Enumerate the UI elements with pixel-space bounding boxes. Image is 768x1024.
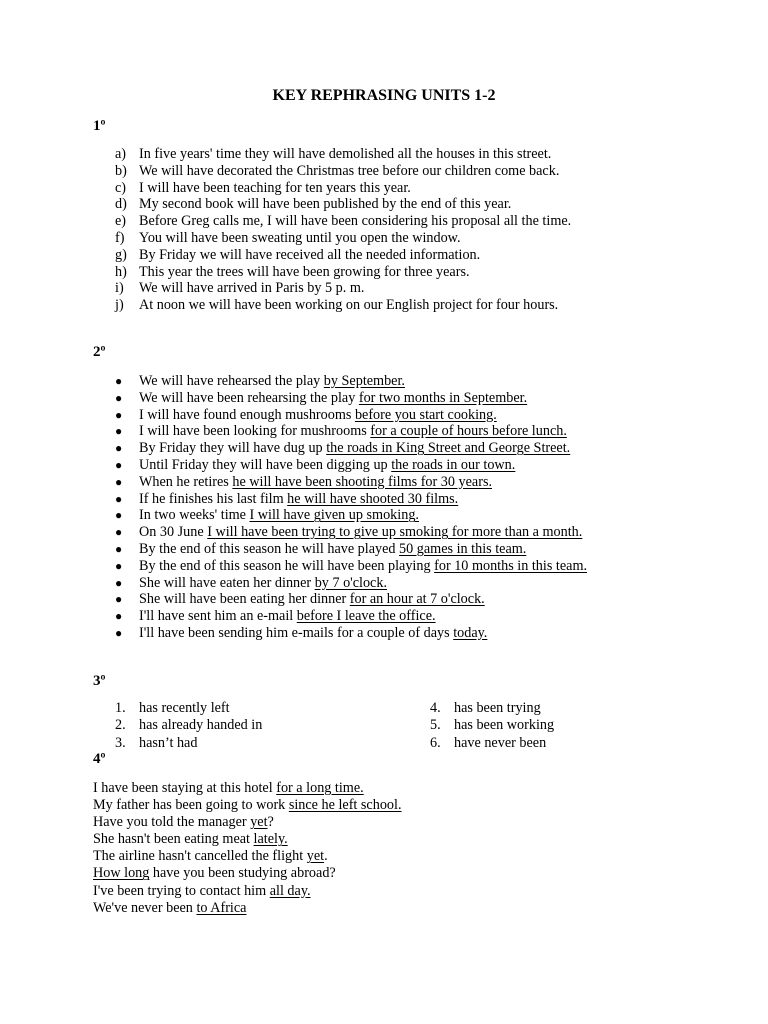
list-item (115, 491, 587, 508)
item-text: By Friday we will have received all the needed information. (139, 246, 481, 263)
list-item (115, 591, 587, 608)
underlined-answer: by 7 o'clock. (314, 574, 387, 591)
item-marker: a) (115, 146, 127, 162)
sentence-line (93, 780, 402, 797)
list-item (115, 196, 571, 213)
list-item (115, 230, 571, 247)
underlined-answer: 50 games in this team. (399, 540, 527, 557)
bullet-icon: ● (115, 491, 123, 506)
list-item (115, 440, 587, 457)
bullet-icon: ● (115, 592, 123, 607)
underlined-answer: the roads in King Street and George Street. (326, 440, 571, 457)
sentence-line (93, 831, 402, 848)
answer-row (430, 700, 554, 717)
sentence-text: She hasn't been eating meat (93, 831, 254, 848)
item-marker: g) (115, 246, 127, 263)
item-text: We will have arrived in Paris by 5 p. m. (139, 280, 365, 297)
list-item (115, 558, 587, 575)
item-text: On 30 June (139, 524, 208, 541)
list-item (115, 541, 587, 558)
underlined-answer: he will have been shooting films for 30 years. (232, 473, 493, 490)
item-text: By the end of this season he will have been playing (139, 557, 435, 574)
underlined-answer: for a long time. (276, 780, 364, 796)
item-text: I will have found enough mushrooms (139, 406, 355, 423)
item-text: I will have been looking for mushrooms (139, 423, 371, 440)
answer-text: have never been (454, 734, 547, 751)
item-text: In five years' time they will have demolished all the houses in this street. (139, 146, 552, 162)
item-text: This year the trees will have been growing for three years. (139, 263, 470, 280)
section-3-left-column (115, 700, 262, 752)
underlined-answer: since he left school. (288, 797, 402, 814)
list-item (115, 213, 571, 230)
sentence-text: My father has been going to work (93, 797, 289, 814)
list-item (115, 280, 571, 297)
answer-row (115, 717, 262, 734)
list-item (115, 390, 587, 407)
item-text: She will have eaten her dinner (139, 574, 315, 591)
item-text: We will have rehearsed the play (139, 373, 324, 389)
item-text: When he retires (139, 473, 233, 490)
section-2-list (115, 373, 587, 642)
answer-text: has already handed in (139, 717, 263, 734)
item-text: We will have decorated the Christmas tree before our children come back. (139, 162, 560, 179)
underlined-answer: to Africa (196, 899, 247, 916)
sentence-text: Have you told the manager (93, 814, 251, 831)
sentence-line (93, 797, 402, 814)
sentence-text: I have been staying at this hotel (93, 780, 277, 796)
page-title: KEY REPHRASING UNITS 1-2 (272, 87, 496, 104)
sentence-line (93, 883, 402, 900)
item-text: She will have been eating her dinner (139, 591, 350, 608)
item-text: Until Friday they will have been digging up (139, 456, 392, 473)
item-marker: h) (115, 263, 127, 280)
answer-row (115, 735, 262, 752)
underlined-answer: lately. (253, 831, 288, 848)
underlined-answer: How long (93, 865, 150, 882)
list-item (115, 264, 571, 281)
underlined-answer: for 10 months in this team. (434, 557, 588, 574)
item-marker: c) (115, 179, 127, 196)
sentence-line (93, 900, 402, 917)
underlined-answer: he will have shooted 30 films. (287, 490, 459, 507)
list-item (115, 297, 571, 314)
list-item (115, 373, 587, 390)
list-item (115, 163, 571, 180)
item-marker: b) (115, 162, 127, 179)
underlined-answer: all day. (269, 882, 311, 899)
answer-number: 3. (115, 734, 126, 751)
sentence-text: The airline hasn't cancelled the flight (93, 848, 307, 865)
list-item (115, 524, 587, 541)
sentence-line (93, 848, 402, 865)
sentence-text-after: . (324, 848, 328, 865)
item-text: I will have been teaching for ten years this year. (139, 179, 411, 196)
bullet-icon: ● (115, 441, 123, 456)
bullet-icon: ● (115, 407, 123, 422)
answer-number: 5. (430, 717, 441, 734)
item-text: You will have been sweating until you open the window. (139, 229, 461, 246)
item-text: I'll have been sending him e-mails for a couple of days (139, 624, 454, 641)
list-item (115, 474, 587, 491)
bullet-icon: ● (115, 609, 123, 624)
bullet-icon: ● (115, 374, 123, 388)
underlined-answer: yet (250, 814, 268, 831)
list-item (115, 146, 571, 163)
sentence-text: I've been trying to contact him (93, 882, 270, 899)
answer-row (115, 700, 262, 717)
answer-row (430, 735, 554, 752)
bullet-icon: ● (115, 541, 123, 556)
item-text: By the end of this season he will have played (139, 540, 400, 557)
answer-number: 6. (430, 734, 441, 751)
item-marker: d) (115, 196, 127, 213)
list-item (115, 457, 587, 474)
sentence-line (93, 814, 402, 831)
answer-number: 2. (115, 717, 126, 734)
item-marker: e) (115, 213, 127, 230)
bullet-icon: ● (115, 390, 123, 405)
underlined-answer: before I leave the office. (296, 608, 436, 625)
list-item (115, 608, 587, 625)
list-item (115, 575, 587, 592)
item-text: By Friday they will have dug up (139, 440, 327, 457)
bullet-icon: ● (115, 625, 123, 640)
underlined-answer: by September. (323, 373, 405, 389)
item-text: We will have been rehearsing the play (139, 389, 359, 406)
underlined-answer: for two months in September. (358, 389, 528, 406)
list-item (115, 407, 587, 424)
section-3-right-column (430, 700, 554, 752)
item-text: If he finishes his last film (139, 490, 288, 507)
underlined-answer: before you start cooking. (354, 406, 497, 423)
list-item (115, 507, 587, 524)
bullet-icon: ● (115, 558, 123, 573)
bullet-icon: ● (115, 457, 123, 472)
bullet-icon: ● (115, 424, 123, 439)
sentence-text-after: have you been studying abroad? (149, 865, 336, 882)
section-1-heading: 1º (93, 118, 106, 134)
underlined-answer: I will have been trying to give up smoking for more than a month. (207, 524, 583, 541)
list-item (115, 247, 571, 264)
section-1-list (115, 146, 571, 314)
item-text: In two weeks' time (139, 507, 250, 524)
item-text: I'll have sent him an e-mail (139, 608, 297, 625)
answer-row (430, 717, 554, 734)
section-3-heading: 3º (93, 673, 106, 689)
answer-text: has been trying (454, 700, 541, 716)
item-text: Before Greg calls me, I will have been considering his proposal all the time. (139, 213, 572, 230)
item-marker: f) (115, 229, 125, 246)
underlined-answer: for a couple of hours before lunch. (370, 423, 567, 440)
underlined-answer: for an hour at 7 o'clock. (349, 591, 485, 608)
answer-text: has been working (454, 717, 555, 734)
list-item (115, 625, 587, 642)
list-item (115, 180, 571, 197)
item-text: My second book will have been published by the end of this year. (139, 196, 512, 213)
underlined-answer: I will have given up smoking. (249, 507, 419, 524)
bullet-icon: ● (115, 575, 123, 590)
sentence-line (93, 865, 402, 882)
item-marker: j) (115, 297, 124, 314)
bullet-icon: ● (115, 474, 123, 489)
answer-number: 1. (115, 700, 126, 716)
underlined-answer: yet (306, 848, 325, 865)
item-marker: i) (115, 280, 124, 297)
section-4-heading: 4º (93, 751, 106, 767)
underlined-answer: today. (453, 624, 488, 641)
sentence-text-after: ? (267, 814, 274, 831)
bullet-icon: ● (115, 508, 123, 523)
answer-text: has recently left (139, 700, 230, 716)
section-4-lines (93, 780, 402, 917)
sentence-text: We've never been (93, 899, 197, 916)
list-item (115, 423, 587, 440)
item-text: At noon we will have been working on our English project for four hours. (139, 297, 559, 314)
underlined-answer: the roads in our town. (391, 456, 516, 473)
answer-number: 4. (430, 700, 441, 716)
bullet-icon: ● (115, 525, 123, 540)
answer-text: hasn’t had (139, 734, 198, 751)
section-2-heading: 2º (93, 344, 106, 360)
